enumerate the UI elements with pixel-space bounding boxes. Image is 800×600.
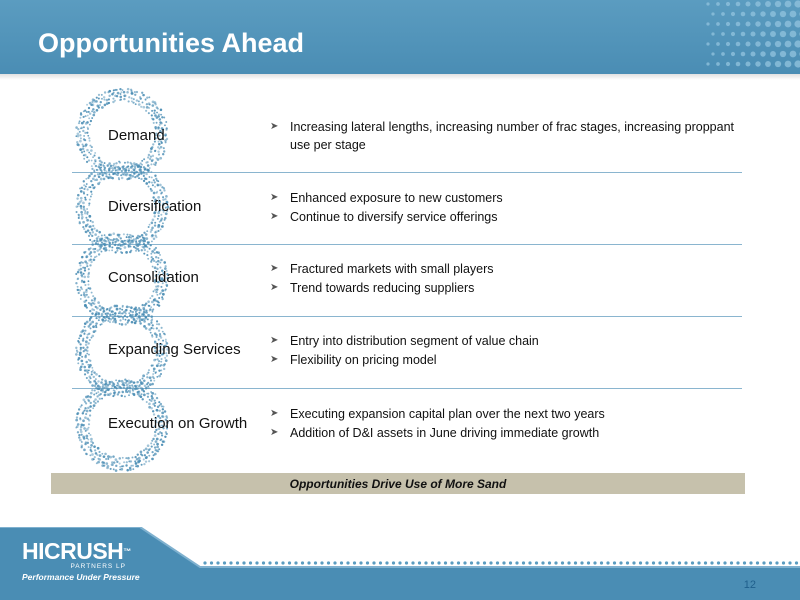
list-item: ➤ Enhanced exposure to new customers [270,191,503,205]
page-number: 12 [743,579,756,591]
bullet-list [270,118,740,155]
list-item: ➤ Increasing lateral lengths, increasing number of frac stages, increasing proppant use per stage [270,120,735,152]
category-label: Diversification [108,198,202,215]
arrow-bullet-icon: ➤ [270,427,279,438]
row-demand [72,100,742,173]
category-label: Consolidation [108,269,199,286]
arrow-bullet-icon: ➤ [270,211,279,222]
arrow-bullet-icon: ➤ [270,408,279,419]
arrow-bullet-icon: ➤ [270,354,279,365]
company-logo: HICRUSH™ PARTNERS LP Performance Under Pressure [22,538,140,582]
bullet-list [270,405,740,443]
row-diversification [72,173,742,245]
category-label: Execution on Growth [108,415,248,432]
row-execution-on-growth [72,389,742,460]
header-bar [0,0,800,74]
arrow-bullet-icon: ➤ [270,282,279,293]
category-label: Expanding Services [108,341,241,358]
summary-banner: Opportunities Drive Use of More Sand [51,473,745,494]
list-item: ➤ Executing expansion capital plan over the next two years [270,407,605,421]
arrow-bullet-icon: ➤ [270,335,279,346]
list-item: ➤ Flexibility on pricing model [270,353,437,367]
header-shadow [0,74,800,80]
arrow-bullet-icon: ➤ [270,263,279,274]
list-item: ➤ Fractured markets with small players [270,262,494,276]
bullet-list [270,189,740,227]
arrow-bullet-icon: ➤ [270,121,279,132]
list-item: ➤ Entry into distribution segment of value chain [270,334,539,348]
list-item: ➤ Addition of D&I assets in June driving immediate growth [270,426,600,440]
page-title: Opportunities Ahead [38,28,305,58]
list-item: ➤ Continue to diversify service offerings [270,210,498,224]
decorative-dots-pattern [700,0,800,74]
row-expanding-services [72,317,742,389]
arrow-bullet-icon: ➤ [270,192,279,203]
category-label: Demand [108,127,165,144]
list-item: ➤ Trend towards reducing suppliers [270,281,475,295]
opportunity-rows [72,100,742,460]
row-consolidation [72,245,742,317]
bullet-list [270,260,740,298]
bullet-list [270,332,740,370]
